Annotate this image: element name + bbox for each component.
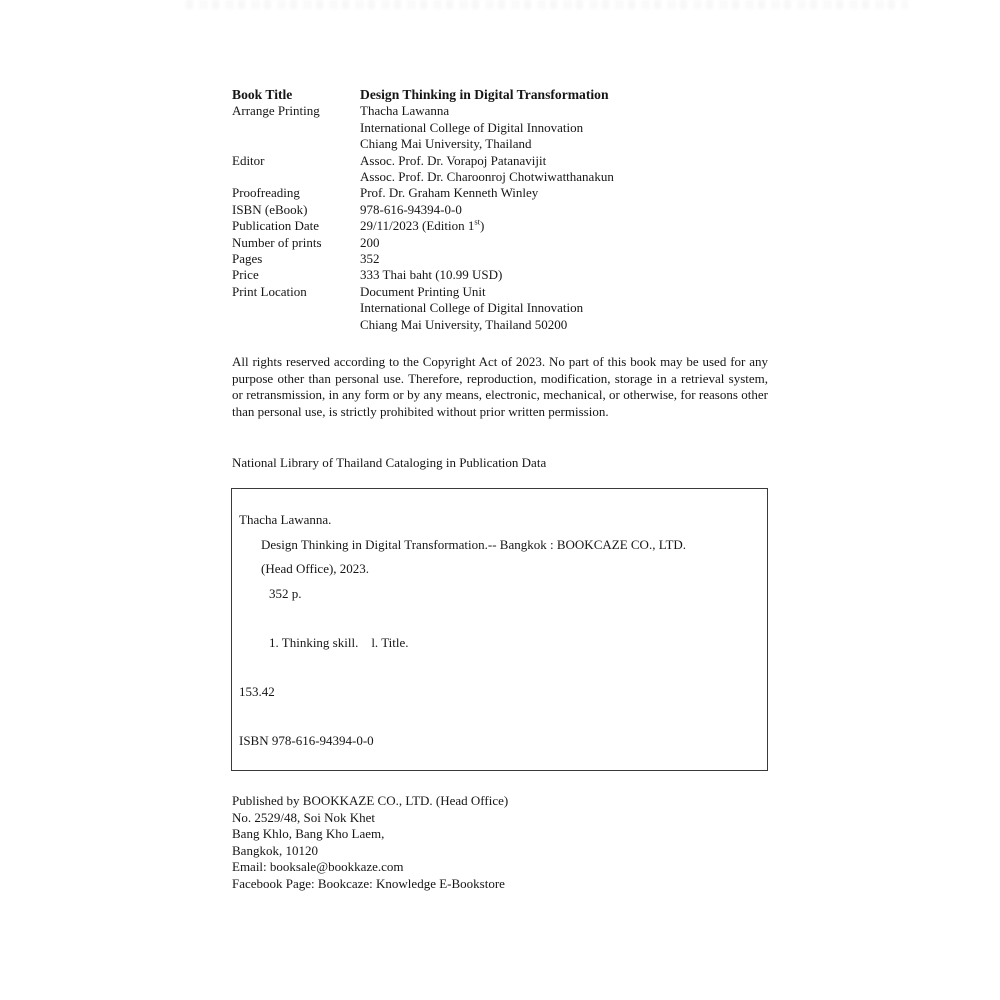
cip-subject-line: 1. Thinking skill. l. Title. [269, 634, 409, 650]
cip-title-line: Design Thinking in Digital Transformation.-- Bangkok : BOOKCAZE CO., LTD. [261, 536, 687, 552]
book-title-label: Book Title [232, 87, 293, 102]
imprint-row-number-of-prints [232, 235, 772, 251]
imprint-row [232, 300, 772, 316]
cip-office-line: (Head Office), 2023. [261, 561, 370, 577]
publisher-name-line: Published by BOOKKAZE CO., LTD. (Head Office) [232, 793, 509, 808]
field-value: 200 [360, 234, 380, 250]
cip-ddc-number: 153.42 [239, 684, 275, 700]
field-label: Publication Date [232, 218, 320, 234]
imprint-table [232, 87, 772, 333]
field-value: 352 [360, 251, 380, 267]
field-label: ISBN (eBook) [232, 201, 308, 217]
publisher-email-line: Email: booksale@bookkaze.com [232, 859, 404, 875]
field-label [232, 120, 360, 136]
field-label: Editor [232, 152, 265, 168]
field-value: Document Printing Unit [360, 283, 486, 299]
imprint-row-print-location [232, 284, 772, 300]
cip-isbn-line: ISBN 978-616-94394-0-0 [239, 733, 374, 749]
field-value: Prof. Dr. Graham Kenneth Winley [360, 185, 539, 201]
imprint-row-isbn [232, 202, 772, 218]
cip-pages-line: 352 p. [269, 585, 302, 601]
book-title-value: Design Thinking in Digital Transformation [360, 87, 609, 102]
imprint-row-arrange-printing [232, 103, 772, 119]
field-label: Number of prints [232, 234, 322, 250]
field-value: 978-616-94394-0-0 [360, 201, 462, 217]
publisher-address-line: Bang Khlo, Bang Kho Laem, [232, 826, 385, 842]
cip-box [231, 488, 768, 771]
publisher-block [232, 793, 508, 893]
field-value: Chiang Mai University, Thailand [360, 136, 532, 152]
field-value: Chiang Mai University, Thailand 50200 [360, 316, 568, 332]
cip-blank-line [232, 606, 767, 631]
imprint-row [232, 317, 772, 333]
edition-superscript: st [474, 216, 481, 227]
field-label [232, 169, 360, 185]
field-label [232, 300, 360, 316]
field-label: Pages [232, 251, 263, 267]
imprint-row [232, 120, 772, 136]
edition-prefix: 29/11/2023 (Edition 1 [360, 218, 475, 234]
field-label: Print Location [232, 283, 307, 299]
imprint-row [232, 169, 772, 185]
imprint-row-editor [232, 153, 772, 169]
edition-suffix: ) [480, 218, 485, 234]
field-value: International College of Digital Innovation [360, 119, 584, 135]
cip-blank-line [232, 705, 767, 730]
field-value: Thacha Lawanna [360, 103, 450, 119]
field-value: 333 Thai baht (10.99 USD) [360, 267, 503, 283]
field-value: International College of Digital Innovation [360, 300, 584, 316]
imprint-row-proofreading [232, 185, 772, 201]
publication-date-value [360, 218, 772, 234]
imprint-row-book-title [232, 87, 772, 103]
cip-heading: National Library of Thailand Cataloging in Publication Data [232, 455, 547, 470]
field-label [232, 317, 360, 333]
field-value: Assoc. Prof. Dr. Charoonroj Chotwiwatthanakun [360, 169, 614, 185]
clipped-text-artifact [186, 0, 908, 9]
field-label: Proofreading [232, 185, 300, 201]
cip-author-line: Thacha Lawanna. [239, 512, 332, 527]
imprint-row-price [232, 267, 772, 283]
copyright-notice: All rights reserved according to the Copyright Act of 2023. No part of this book may be used for any purpose other than personal use. Therefore, reproduction, modification, storage in a retrieval system, or retransmission, in any form or by any means, electronic, mechanical, or otherwise, for reasons other than personal use, is strictly prohibited without prior written permission. [232, 354, 768, 419]
imprint-row [232, 136, 772, 152]
field-label: Arrange Printing [232, 103, 320, 119]
imprint-row-publication-date [232, 218, 772, 234]
imprint-row-pages [232, 251, 772, 267]
field-label: Price [232, 267, 259, 283]
cip-blank-line [232, 656, 767, 681]
publisher-address-line: No. 2529/48, Soi Nok Khet [232, 809, 375, 825]
publisher-facebook-line: Facebook Page: Bookcaze: Knowledge E-Bookstore [232, 875, 505, 891]
field-value: Assoc. Prof. Dr. Vorapoj Patanavijit [360, 152, 547, 168]
publisher-address-line: Bangkok, 10120 [232, 842, 318, 858]
field-label [232, 136, 360, 152]
